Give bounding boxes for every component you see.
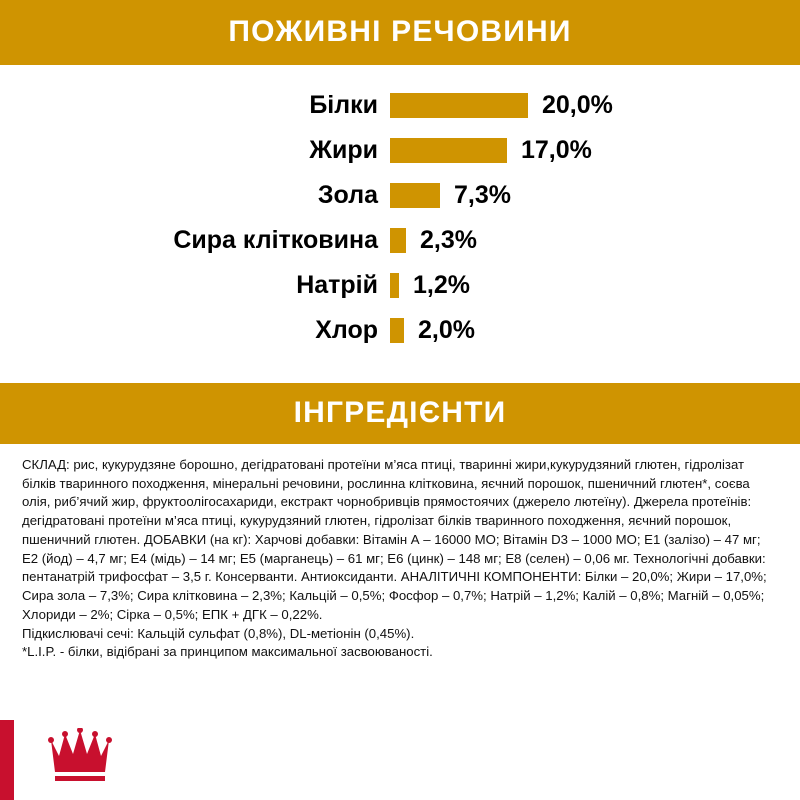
chart-value-label: 2,0% xyxy=(418,316,475,344)
nutrients-section-header xyxy=(0,0,800,65)
chart-value-label: 7,3% xyxy=(454,181,511,209)
chart-bar xyxy=(390,183,440,208)
chart-row xyxy=(0,263,800,308)
ingredients-text xyxy=(0,444,800,662)
chart-bar xyxy=(390,228,406,253)
ingredients-paragraph: СКЛАД: рис, кукурудзяне борошно, дегідратовані протеїни м’яса птиці, тваринні жири,кукурудзяний глютен, гідролізат білків тваринного походження, мінеральні речовини, рослинна клітковина, яєчний порошок, пшеничний глютен*, соєва олія, риб’ячий жир, фруктоолігосахариди, екстракт чорнобривців прямостоячих (джерело лютеїну). Джерела протеїнів: дегідратовані протеїни м’яса птиці, кукурудзяний глютен, гідролізат білків тваринного походження, яєчний порошок, пшеничний глютен. ДОБАВКИ (на кг): Харчові добавки: Вітамін А – 16000 МО; Вітамін D3 – 1000 МО; Е1 (залізо) – 47 мг; Е2 (йод) – 4,7 мг; Е4 (мідь) – 14 мг; Е5 (марганець) – 61 мг; Е6 (цинк) – 148 мг; Е8 (селен) – 0,06 мг. Технологічні добавки: пентанатрій трифосфат – 3,5 г. Консерванти. Антиоксиданти. АНАЛІТИЧНІ КОМПОНЕНТИ: Білки – 20,0%; Жири – 17,0%; Сира зола – 7,3%; Сира клітковина – 2,3%; Кальцій – 0,5%; Фосфор – 0,7%; Натрій – 1,2%; Калій – 0,8%; Магній – 0,05%; Хлориди – 2%; Сірка – 0,5%; ЕПК + ДГК – 0,22%. xyxy=(22,457,767,622)
ingredients-title: ІНГРЕДІЄНТИ xyxy=(293,396,507,429)
chart-row xyxy=(0,83,800,128)
ingredients-section-header xyxy=(0,383,800,444)
chart-category-label: Сира клітковина xyxy=(173,226,378,254)
chart-row xyxy=(0,218,800,263)
chart-category-label: Натрій xyxy=(296,271,378,299)
chart-category-label: Хлор xyxy=(315,316,378,344)
chart-bar-wrap xyxy=(390,316,800,345)
chart-row xyxy=(0,308,800,353)
chart-bar-wrap xyxy=(390,136,800,165)
chart-bar-wrap xyxy=(390,181,800,210)
ingredients-paragraph: Підкислювачі сечі: Кальцій сульфат (0,8%), DL-метіонін (0,45%). xyxy=(22,625,415,641)
chart-bar xyxy=(390,273,399,298)
footer xyxy=(0,720,800,800)
chart-bar-wrap xyxy=(390,226,800,255)
chart-bar xyxy=(390,93,528,118)
chart-bar xyxy=(390,318,404,343)
chart-value-label: 1,2% xyxy=(413,271,470,299)
footer-accent-bar xyxy=(0,720,14,800)
chart-bar-wrap xyxy=(390,271,800,300)
royal-canin-crown-icon xyxy=(45,728,115,792)
chart-bar-wrap xyxy=(390,91,800,120)
chart-category-label: Жири xyxy=(309,136,378,164)
nutrients-bar-chart xyxy=(0,65,800,361)
chart-value-label: 17,0% xyxy=(521,136,592,164)
chart-category-label: Білки xyxy=(309,91,378,119)
chart-row xyxy=(0,128,800,173)
nutrients-title: ПОЖИВНІ РЕЧОВИНИ xyxy=(228,15,572,48)
chart-category-label: Зола xyxy=(317,181,378,209)
ingredients-paragraph: *L.I.P. - білки, відібрані за принципом максимальної засвоюваності. xyxy=(22,644,433,660)
chart-value-label: 20,0% xyxy=(542,91,613,119)
chart-row xyxy=(0,173,800,218)
chart-value-label: 2,3% xyxy=(420,226,477,254)
chart-bar xyxy=(390,138,507,163)
